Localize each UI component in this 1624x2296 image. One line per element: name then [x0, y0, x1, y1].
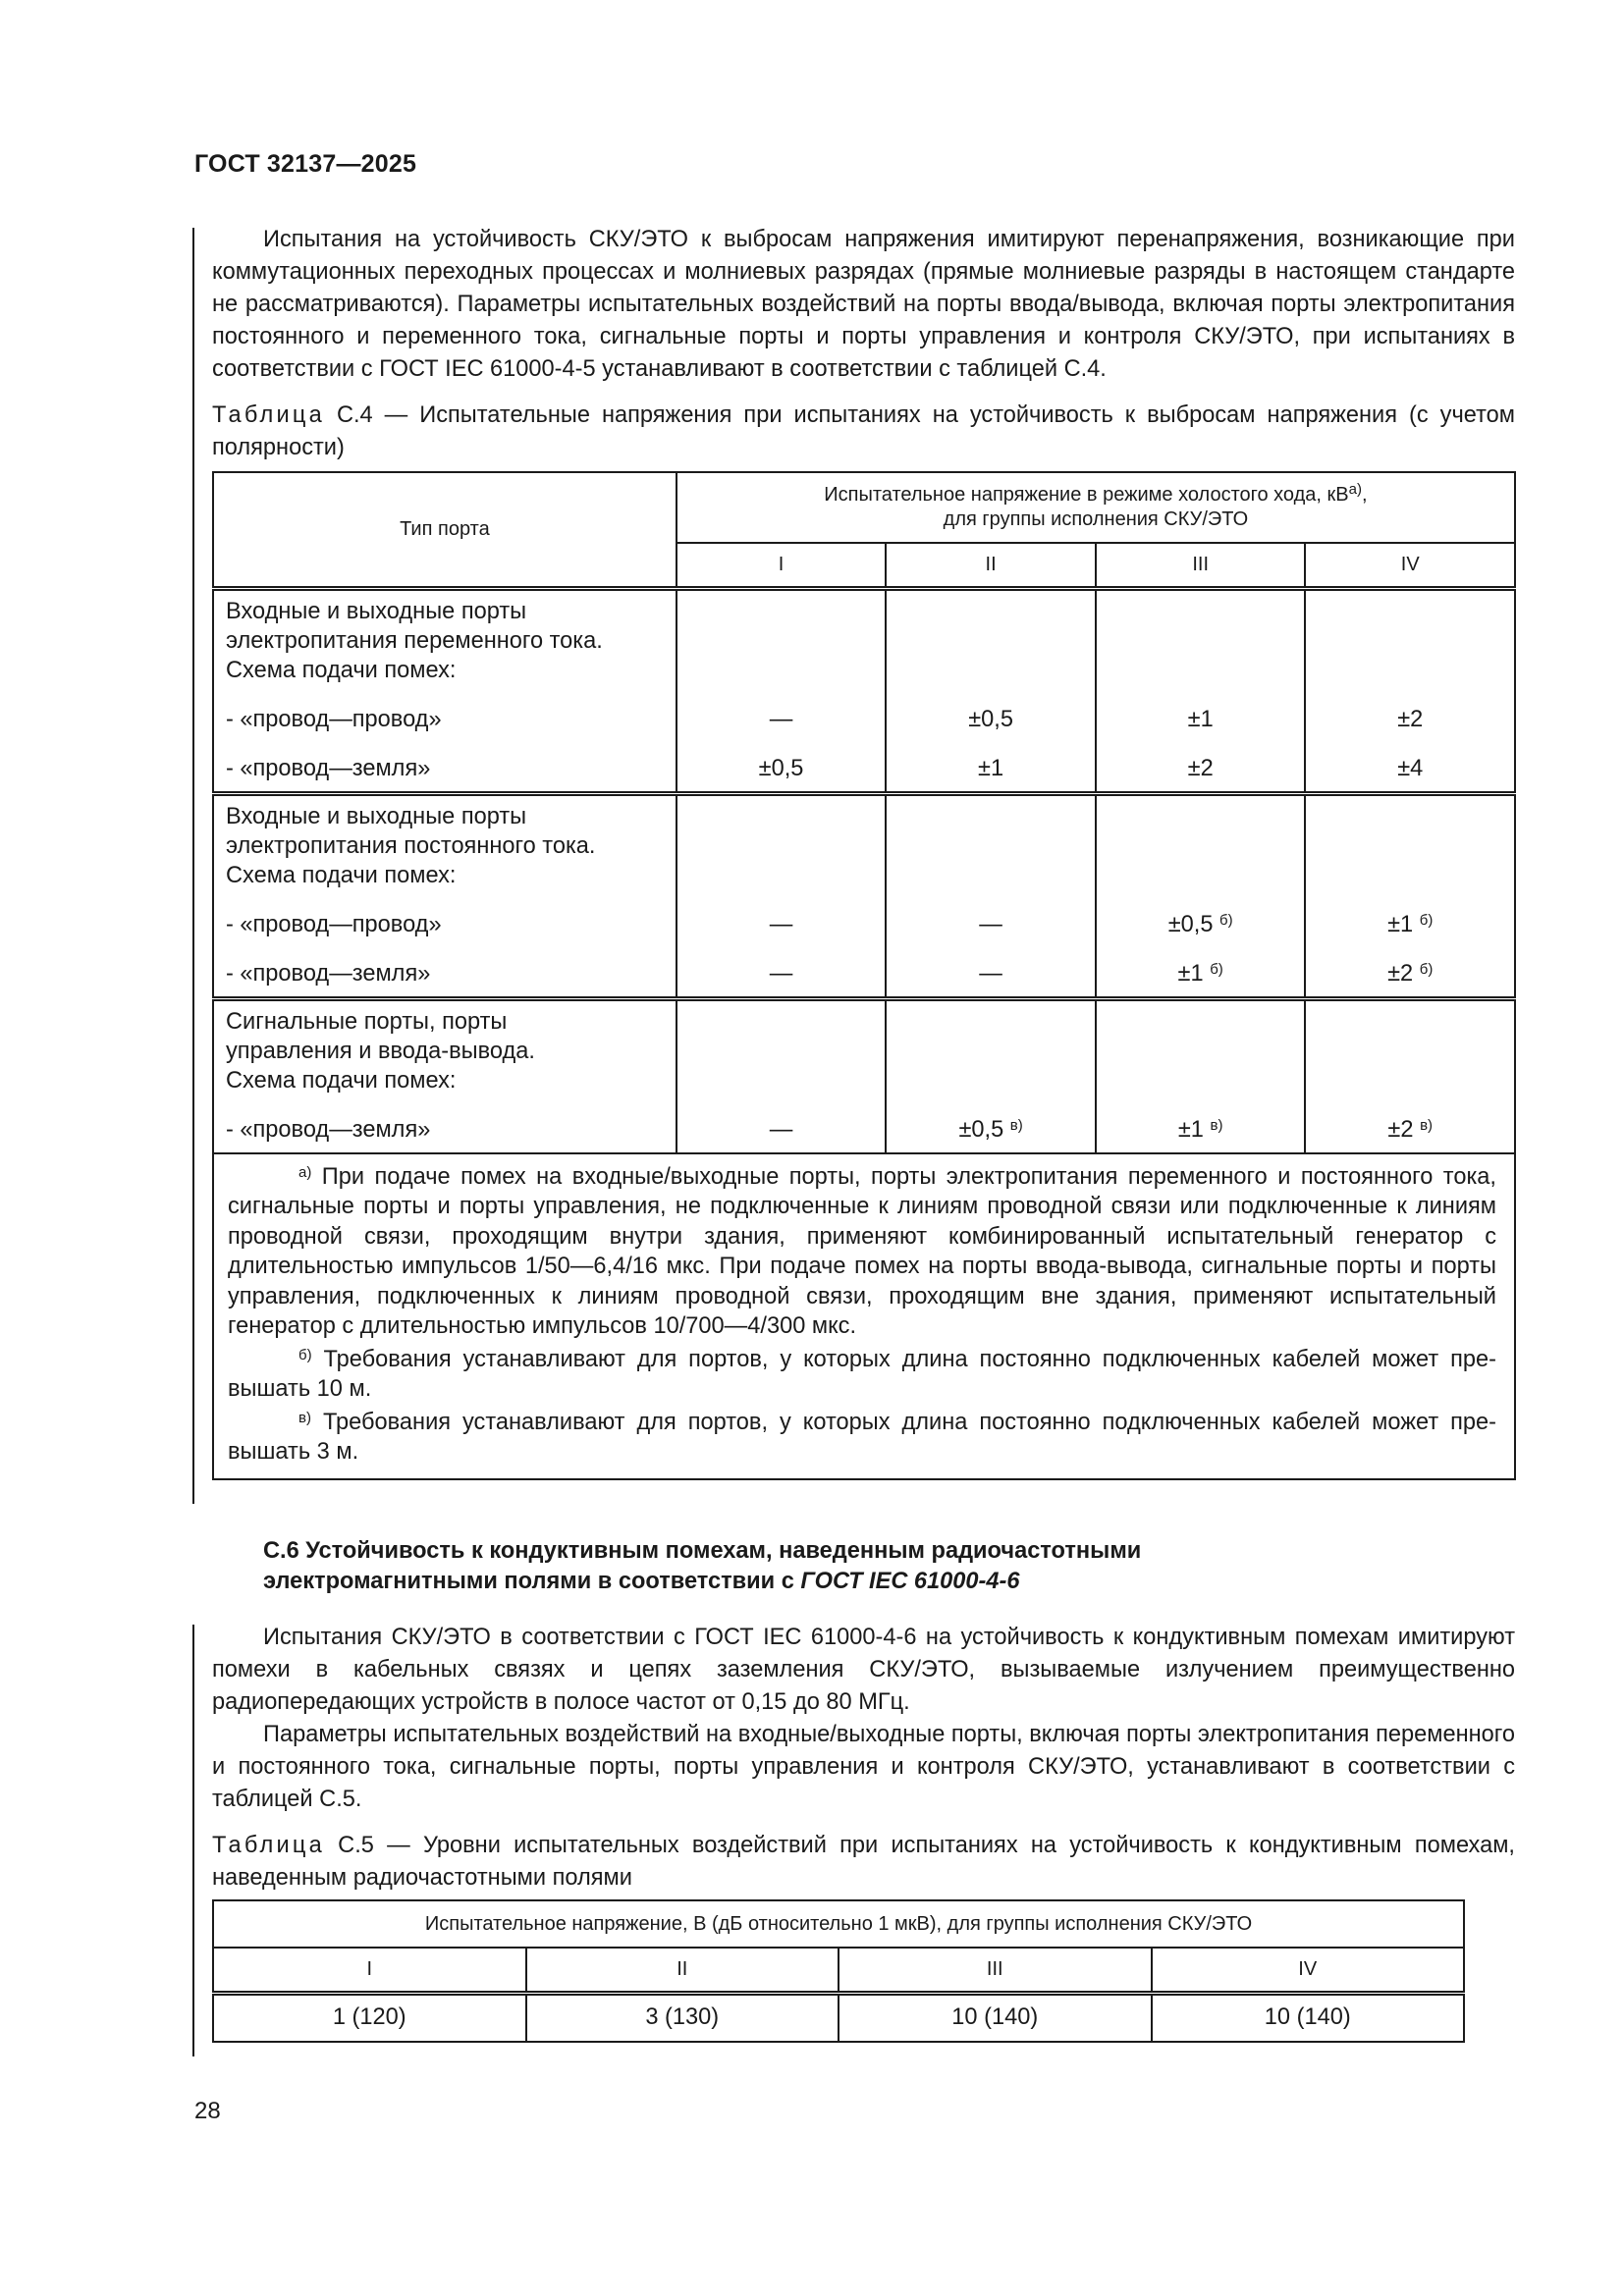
- value: —: [979, 960, 1002, 987]
- section-heading-line1: С.6 Устойчивость к кондуктивным помехам, наведенным радиочастотными: [263, 1538, 1142, 1564]
- change-bar: [192, 1625, 194, 2056]
- col-header-voltage: Испытательное напряжение в режиме холостого хода, $кВ^{а)}$, для группы исполнения СКУ/ЭТО: [677, 472, 1515, 543]
- value-cell: [1305, 998, 1515, 1153]
- table-row: [213, 588, 1515, 793]
- table5-caption-label: Таблица: [212, 1833, 325, 1858]
- scheme-label: - «провод—земля»: [226, 1116, 431, 1143]
- page-number: 28: [194, 2098, 221, 2124]
- footnote-mark: в): [1420, 1116, 1434, 1134]
- scheme-label: - «провод—земля»: [226, 755, 431, 781]
- value-with-note: [1318, 910, 1502, 939]
- port-title-line: Схема подачи помех:: [226, 657, 457, 683]
- value: ±0,5: [968, 706, 1013, 732]
- scheme-label: - «провод—земля»: [226, 960, 431, 987]
- port-title-line: Схема подачи помех:: [226, 862, 457, 888]
- table5-header: Испытательное напряжение, В (дБ относительно 1 мкВ), для группы исполнения СКУ/ЭТО: [213, 1900, 1464, 1948]
- value: —: [979, 911, 1002, 937]
- table5-caption: [212, 1830, 1515, 1895]
- table4-caption-text: С.4 — Испытательные напряжения при испытаниях на устойчивость к выбросам напряжения (с учетом полярности): [212, 402, 1515, 460]
- value-with-note: [898, 1115, 1083, 1145]
- section-heading-standard: ГОСТ IEC 61000-4-6: [800, 1569, 1020, 1594]
- change-bar: [192, 228, 194, 1504]
- value-cell: [677, 793, 887, 998]
- col-header-port: Тип порта: [213, 472, 677, 588]
- value: ±2: [1397, 706, 1424, 732]
- intro-paragraph: Испытания на устойчивость СКУ/ЭТО к выбросам напряжения имитируют перенапряжения, возникающие при коммутационных переходных процессах и молниевых разрядах (прямые молниевые разряды в настоящем стандарте не рассматриваются). Параметры испытательных воздействий на порты ввода/вывода, включая порты электропитания постоянного и переменного тока, сигнальные порты и порты управления и контроля СКУ/ЭТО, при испытаниях в соответствии с ГОСТ IEC 61000-4-5 устанавливают в соответствии с таблицей С.4.: [212, 227, 1515, 382]
- col-header-voltage-line1: Испытательное напряжение в режиме холостого хода, кВ: [824, 484, 1349, 506]
- section-heading-text: электромагнитными полями в соответствии с: [263, 1569, 801, 1594]
- footnote-mark: б): [1419, 911, 1434, 929]
- table-row: [213, 1993, 1464, 2042]
- value: ±0,5: [958, 1116, 1004, 1143]
- col-group-i: I: [677, 543, 887, 588]
- section-heading-line2: [263, 1567, 1141, 1597]
- footnote: [228, 1408, 1496, 1468]
- footnotes-row: [213, 1153, 1515, 1479]
- value-cell: 10 (140): [839, 1993, 1152, 2042]
- value-with-note: [1109, 959, 1293, 988]
- value-cell: 1 (120): [213, 1993, 526, 2042]
- value-cell: [677, 998, 887, 1153]
- footnote-text: При подаче помех на входные/выходные порты, порты электропитания переменного и постоянного тока, сигнальные порты и порты управления, не подключенные к линиям проводной связи или подключенные к линиям проводной связи, проходящим внутри здания, применяют комбинированный испытательный генератор с длительностью импульсов 1/50—6,4/16 мкс. При подаче помех на порты ввода-вывода, сигнальные порты и порты управления, подключенных к линиям проводной связи, проходящим вне здания, применяют испытательный генератор с длительностью импульсов 10/700—4/300 мкс.: [228, 1163, 1496, 1339]
- port-title-line: электропитания переменного тока.: [226, 627, 603, 654]
- value: ±1: [1177, 960, 1204, 987]
- col-group-iii: III: [1096, 543, 1306, 588]
- value: ±0,5: [1167, 911, 1214, 937]
- table-c4: [212, 471, 1516, 1480]
- footnote-mark: в): [298, 1409, 311, 1426]
- table4-caption-label: Таблица: [212, 402, 325, 428]
- section6-paragraph-1: Испытания СКУ/ЭТО в соответствии с ГОСТ IEC 61000-4-6 на устойчивость к кондуктивным помехам имитируют помехи в кабельных связях и цепях заземления СКУ/ЭТО, вызываемые излучением преимущественно радиопередающих устройств в полосе частот от 0,15 до 80 МГц.: [212, 1625, 1515, 1715]
- value: —: [769, 960, 793, 987]
- port-cell: [213, 588, 677, 793]
- footnote-mark: а): [1348, 481, 1362, 498]
- value: ±1: [978, 755, 1004, 781]
- col-group-ii: II: [886, 543, 1096, 588]
- col-group-iv: IV: [1152, 1948, 1465, 1993]
- table-row: [213, 793, 1515, 998]
- value: ±1: [1177, 1116, 1204, 1143]
- table-row: [213, 998, 1515, 1153]
- value-cell: [886, 793, 1096, 998]
- footnote-text: Требования устанавливают для портов, у которых длина постоянно подключенных кабелей может превышать 10 м.: [228, 1346, 1496, 1402]
- value: —: [769, 911, 793, 937]
- col-group-iv: IV: [1305, 543, 1515, 588]
- value-cell: 10 (140): [1152, 1993, 1465, 2042]
- value: ±2: [1387, 960, 1414, 987]
- footnote-mark: а): [298, 1163, 312, 1181]
- footnote-mark: в): [1009, 1116, 1023, 1134]
- table4-caption: [212, 400, 1515, 464]
- col-header-voltage-line2: для группы исполнения СКУ/ЭТО: [943, 508, 1249, 530]
- section6-paragraph-2: Параметры испытательных воздействий на входные/выходные порты, включая порты электропитания переменного и постоянного тока, сигнальные порты, порты управления и контроля СКУ/ЭТО, устанавливают в соответствии с таблицей С.5.: [212, 1722, 1515, 1812]
- table-c5: [212, 1899, 1465, 2043]
- value-cell: [1305, 793, 1515, 998]
- value-cell: [886, 588, 1096, 793]
- port-title-line: Сигнальные порты, порты: [226, 1008, 508, 1035]
- footnote: [228, 1345, 1496, 1405]
- value-cell: [1096, 793, 1306, 998]
- value-cell: [1096, 588, 1306, 793]
- value-cell: [1096, 998, 1306, 1153]
- footnotes-cell: [213, 1153, 1515, 1479]
- value: ±1: [1387, 911, 1414, 937]
- port-title-line: электропитания постоянного тока.: [226, 832, 596, 859]
- col-group-ii: II: [526, 1948, 839, 1993]
- value-with-note: [1109, 1115, 1293, 1145]
- document-id: ГОСТ 32137—2025: [194, 150, 417, 178]
- footnote: [228, 1162, 1496, 1342]
- footnote-mark: б): [1419, 960, 1434, 978]
- value: ±2: [1187, 755, 1214, 781]
- value-cell: [886, 998, 1096, 1153]
- port-title-line: управления и ввода-вывода.: [226, 1038, 535, 1064]
- table5-caption-text: С.5 — Уровни испытательных воздействий при испытаниях на устойчивость к кондуктивным помехам, наведенным радиочастотными полями: [212, 1833, 1515, 1891]
- port-cell: [213, 998, 677, 1153]
- scheme-label: - «провод—провод»: [226, 706, 442, 732]
- value: ±2: [1387, 1116, 1414, 1143]
- value: ±1: [1187, 706, 1214, 732]
- col-group-i: I: [213, 1948, 526, 1993]
- value: ±0,5: [758, 755, 804, 781]
- port-title-line: Входные и выходные порты: [226, 598, 527, 624]
- section-heading: [263, 1536, 1141, 1597]
- port-cell: [213, 793, 677, 998]
- col-group-iii: III: [839, 1948, 1152, 1993]
- value-cell: [1305, 588, 1515, 793]
- value-cell: [677, 588, 887, 793]
- footnote-mark: б): [1210, 960, 1223, 978]
- value-with-note: [1318, 1115, 1502, 1145]
- value: ±4: [1397, 755, 1424, 781]
- footnote-mark: б): [298, 1346, 312, 1363]
- footnote-mark: б): [1219, 911, 1233, 929]
- port-title-line: Схема подачи помех:: [226, 1067, 457, 1094]
- value-with-note: [1109, 910, 1293, 939]
- value-cell: 3 (130): [526, 1993, 839, 2042]
- value: —: [769, 706, 793, 732]
- footnote-mark: в): [1210, 1116, 1223, 1134]
- scheme-label: - «провод—провод»: [226, 911, 442, 937]
- value-with-note: [1318, 959, 1502, 988]
- footnote-text: Требования устанавливают для портов, у которых длина постоянно подключенных кабелей может превышать 3 м.: [228, 1409, 1496, 1465]
- value: —: [769, 1116, 793, 1143]
- port-title-line: Входные и выходные порты: [226, 803, 527, 829]
